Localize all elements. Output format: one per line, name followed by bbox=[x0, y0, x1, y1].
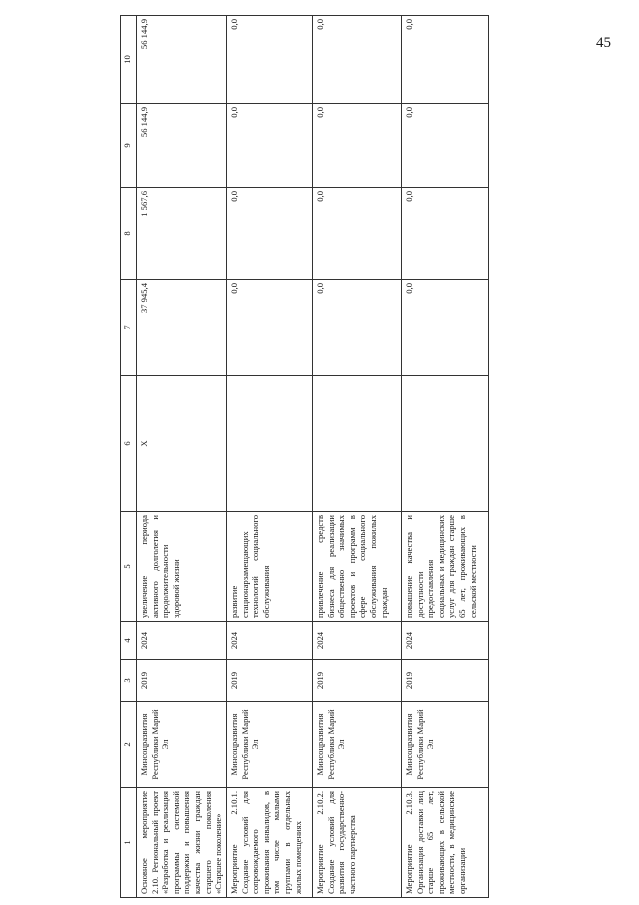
value-col-7: 0,0 bbox=[402, 280, 489, 376]
value-col-9: 56 144,9 bbox=[137, 104, 227, 188]
value-col-10: 56 144,9 bbox=[137, 16, 227, 104]
value-col-10: 0,0 bbox=[402, 16, 489, 104]
executor: Минсоцразвития Республики Марий Эл bbox=[227, 702, 313, 788]
start-year: 2019 bbox=[402, 660, 489, 702]
value-col-10: 0,0 bbox=[313, 16, 402, 104]
value-col-9: 0,0 bbox=[227, 104, 313, 188]
value-col-10: 0,0 bbox=[227, 16, 313, 104]
measure-name: Основное мероприятие 2.10. Региональный проект «Разработка и реализация программы системной поддержки и повышения качества жизни граждан старшего поколения «Старшее поколение» bbox=[137, 788, 227, 898]
start-year: 2019 bbox=[313, 660, 402, 702]
table-row bbox=[402, 16, 489, 898]
end-year: 2024 bbox=[137, 622, 227, 660]
header-row bbox=[121, 16, 137, 898]
table-row bbox=[313, 16, 402, 898]
value-col-7: 37 945,4 bbox=[137, 280, 227, 376]
expected-result: увеличение периода активного долголетия и продолжительности здоровой жизни bbox=[137, 512, 227, 622]
column-6-value bbox=[402, 376, 489, 512]
column-6-value bbox=[313, 376, 402, 512]
measure-name: Мероприятие 2.10.3. Организация доставки лиц старше 65 лет, проживающих в сельской местности, в медицинские организации bbox=[402, 788, 489, 898]
value-col-9: 0,0 bbox=[313, 104, 402, 188]
executor: Минсоцразвития Республики Марий Эл bbox=[313, 702, 402, 788]
value-col-8: 0,0 bbox=[313, 188, 402, 280]
column-header: 10 bbox=[121, 16, 137, 104]
measures-table bbox=[120, 15, 489, 898]
column-header: 2 bbox=[121, 702, 137, 788]
column-6-value: X bbox=[137, 376, 227, 512]
value-col-8: 0,0 bbox=[402, 188, 489, 280]
start-year: 2019 bbox=[227, 660, 313, 702]
column-header: 5 bbox=[121, 512, 137, 622]
executor: Минсоцразвития Республики Марий Эл bbox=[137, 702, 227, 788]
page-number: 45 bbox=[596, 35, 611, 51]
start-year: 2019 bbox=[137, 660, 227, 702]
column-header: 7 bbox=[121, 280, 137, 376]
expected-result: развитие стационарзамещающих технологий социального обслуживания bbox=[227, 512, 313, 622]
executor: Минсоцразвития Республики Марий Эл bbox=[402, 702, 489, 788]
value-col-7: 0,0 bbox=[313, 280, 402, 376]
column-header: 6 bbox=[121, 376, 137, 512]
column-header: 9 bbox=[121, 104, 137, 188]
measure-name: Мероприятие 2.10.1. Создание условий для сопровождаемого проживания инвалидов, в том числе малыми группами в отдельных жилых помещениях bbox=[227, 788, 313, 898]
value-col-8: 0,0 bbox=[227, 188, 313, 280]
table-row bbox=[137, 16, 227, 898]
value-col-7: 0,0 bbox=[227, 280, 313, 376]
column-header: 4 bbox=[121, 622, 137, 660]
measure-name: Мероприятие 2.10.2. Создание условий для развития государственно-частного партнерства bbox=[313, 788, 402, 898]
column-header: 1 bbox=[121, 788, 137, 898]
value-col-9: 0,0 bbox=[402, 104, 489, 188]
table-row bbox=[227, 16, 313, 898]
column-header: 8 bbox=[121, 188, 137, 280]
end-year: 2024 bbox=[402, 622, 489, 660]
end-year: 2024 bbox=[313, 622, 402, 660]
rotated-table-wrapper bbox=[120, 16, 490, 898]
column-header: 3 bbox=[121, 660, 137, 702]
end-year: 2024 bbox=[227, 622, 313, 660]
expected-result: привлечение средств бизнеса для реализации общественно значимых проектов и программ в сфере социального обслуживания пожилых граждан bbox=[313, 512, 402, 622]
value-col-8: 1 567,6 bbox=[137, 188, 227, 280]
expected-result: повышение качества и доступности предоставления социальных и медицинских услуг для граждан старше 65 лет, проживающих в сельской местности bbox=[402, 512, 489, 622]
column-6-value bbox=[227, 376, 313, 512]
